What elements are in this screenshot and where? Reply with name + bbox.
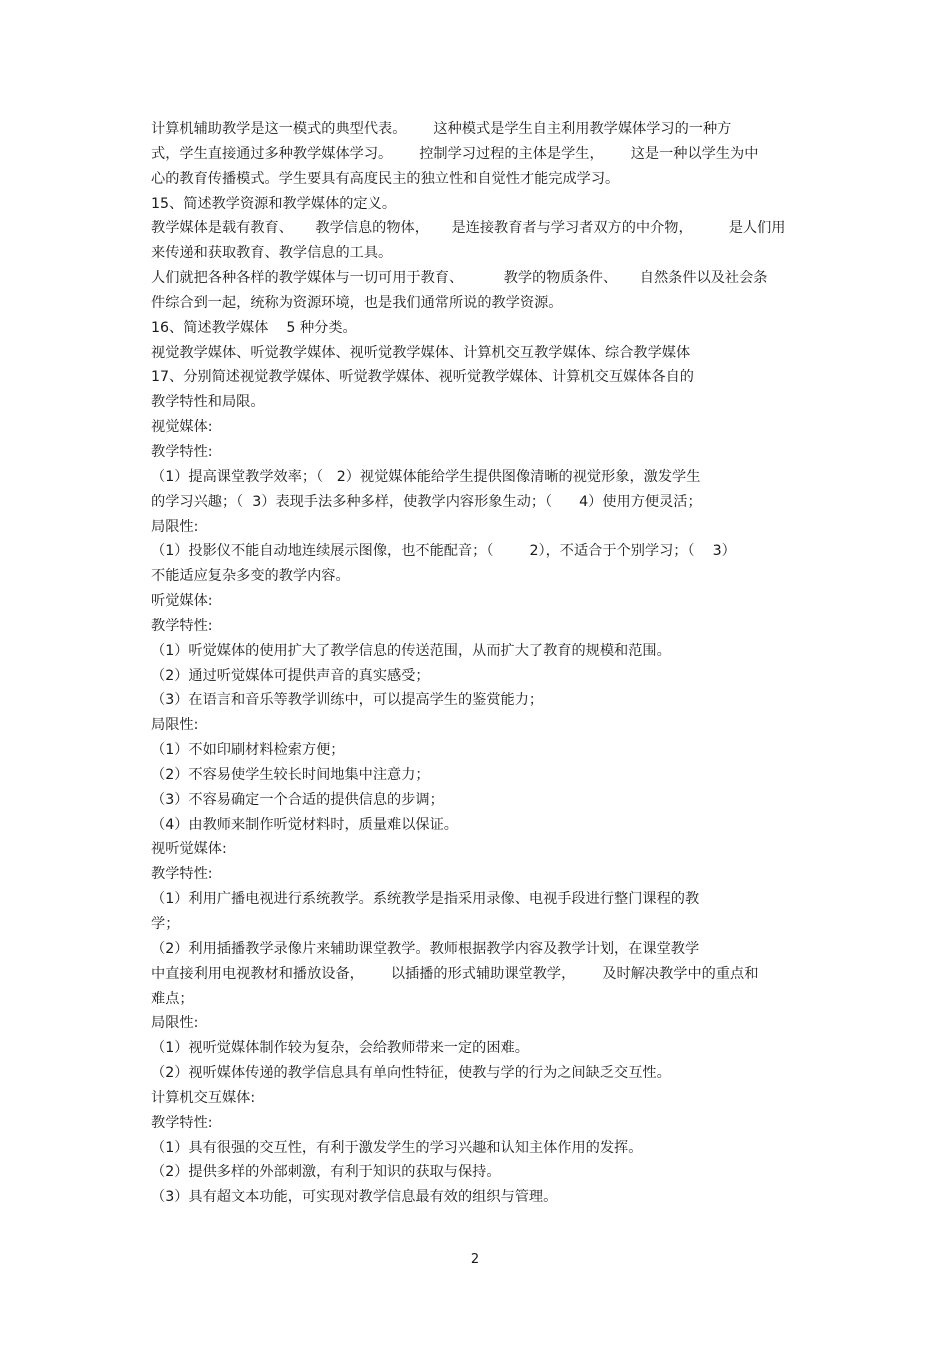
text-line: 的学习兴趣；（ 3）表现手法多种多样，使教学内容形象生动；（ 4）使用方便灵活； (151, 493, 702, 510)
document-body (151, 117, 801, 1210)
text-line: 教学特性: (151, 1114, 213, 1131)
text-line: （4）由教师来制作听觉材料时，质量难以保证。 (151, 816, 458, 833)
text-line: 教学特性: (151, 866, 213, 883)
text-line: 中直接利用电视教材和播放设备， 以插播的形式辅助课堂教学， 及时解决教学中的重点和 (151, 965, 759, 982)
text-line: 教学特性和局限。 (151, 394, 265, 411)
text-line: 难点； (151, 990, 194, 1007)
text-line: （3）不容易确定一个合适的提供信息的步调； (151, 791, 444, 808)
text-line: 计算机交互媒体: (151, 1089, 256, 1106)
text-line: 局限性: (151, 518, 199, 535)
text-line: （3）在语言和音乐等教学训练中，可以提高学生的鉴赏能力； (151, 692, 544, 709)
text-line: 局限性: (151, 1015, 199, 1032)
text-line: （3）具有超文本功能，可实现对教学信息最有效的组织与管理。 (151, 1189, 558, 1206)
text-line: 学； (151, 916, 180, 932)
text-line: （2）不容易使学生较长时间地集中注意力； (151, 766, 430, 783)
text-line: 式，学生直接通过多种教学媒体学习。 控制学习过程的主体是学生， 这是一种以学生为中 (151, 145, 759, 162)
text-line: 来传递和获取教育、教学信息的工具。 (151, 245, 393, 262)
text-line: 听觉媒体: (151, 593, 213, 610)
text-line: （1）投影仪不能自动地连续展示图像，也不能配音；（ 2），不适合于个别学习；（ 3） (151, 543, 736, 560)
text-line: 15、简述教学资源和教学媒体的定义。 (151, 195, 397, 212)
text-line: 教学特性: (151, 443, 213, 460)
text-line: 视觉教学媒体、听觉教学媒体、视听觉教学媒体、计算机交互教学媒体、综合教学媒体 (151, 344, 691, 361)
text-line: 教学特性: (151, 617, 213, 634)
text-line: 计算机辅助教学是这一模式的典型代表。 这种模式是学生自主利用教学媒体学习的一种方 (151, 121, 732, 137)
text-line: 局限性: (151, 717, 199, 734)
text-line: （2）提供多样的外部刺激，有利于知识的获取与保持。 (151, 1164, 501, 1181)
text-line: （2）通过听觉媒体可提供声音的真实感受； (151, 667, 430, 684)
text-line: （1）视听觉媒体制作较为复杂，会给教师带来一定的困难。 (151, 1040, 529, 1057)
text-line: 不能适应复杂多变的教学内容。 (151, 568, 350, 585)
text-line: （1）听觉媒体的使用扩大了教学信息的传送范围，从而扩大了教育的规模和范围。 (151, 642, 671, 659)
text-line: 16、简述教学媒体 5 种分类。 (151, 319, 357, 336)
text-line: 视觉媒体: (151, 419, 213, 436)
text-line: （2）视听媒体传递的教学信息具有单向性特征，使教与学的行为之间缺乏交互性。 (151, 1065, 671, 1082)
text-line: （1）不如印刷材料检索方便； (151, 742, 345, 759)
text-line: 教学媒体是载有教育、 教学信息的物体， 是连接教育者与学习者双方的中介物， 是人们用 (151, 220, 786, 237)
text-line: 17、分别简述视觉教学媒体、听觉教学媒体、视听觉教学媒体、计算机交互媒体各自的 (151, 369, 694, 386)
text-line: （1）具有很强的交互性，有利于激发学生的学习兴趣和认知主体作用的发挥。 (151, 1139, 643, 1156)
text-line: 视听觉媒体: (151, 841, 227, 858)
page-number: 2 (470, 1252, 480, 1267)
text-line: 件综合到一起，统称为资源环境，也是我们通常所说的教学资源。 (151, 294, 563, 311)
text-line: 心的教育传播模式。学生要具有高度民主的独立性和自觉性才能完成学习。 (151, 170, 620, 187)
text-line: （1）利用广播电视进行系统教学。系统教学是指采用录像、电视手段进行整门课程的教 (151, 891, 700, 908)
text-line: 人们就把各种各样的教学媒体与一切可用于教育、 教学的物质条件、 自然条件以及社会条 (151, 270, 768, 287)
text-line: （1）提高课堂教学效率；（ 2）视觉媒体能给学生提供图像清晰的视觉形象，激发学生 (151, 468, 701, 485)
text-line: （2）利用插播教学录像片来辅助课堂教学。教师根据教学内容及教学计划，在课堂教学 (151, 940, 700, 957)
